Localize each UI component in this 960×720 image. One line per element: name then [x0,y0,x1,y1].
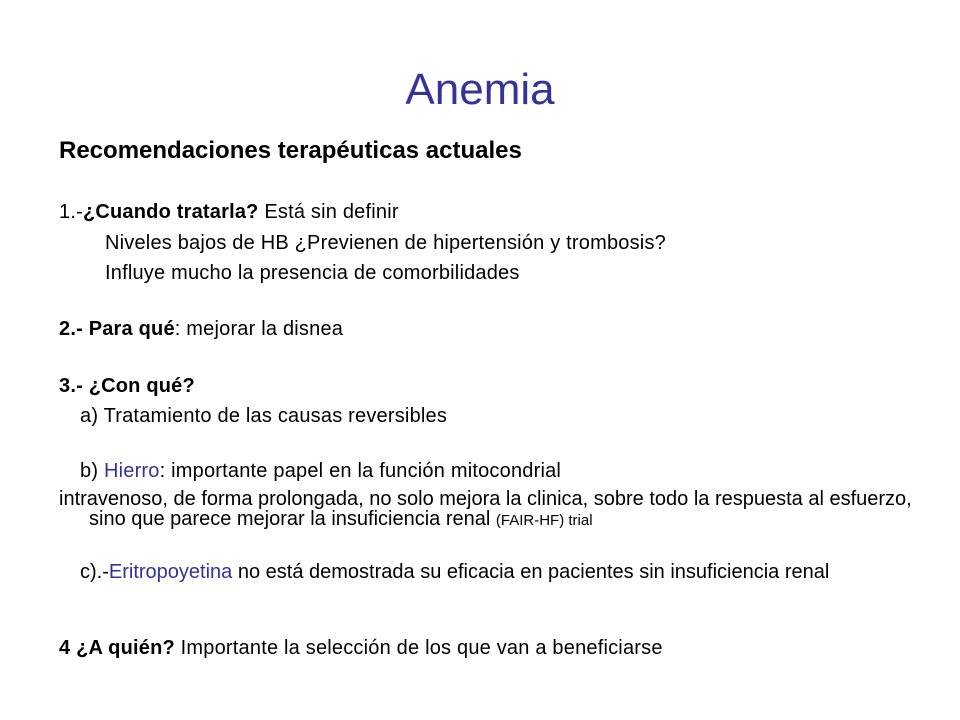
item-3-b-detail-text: intravenoso, de forma prolongada, no solo mejora la clinica, sobre todo la respuesta al esfuerzo, sino que parece mejorar la insuficiencia renal [59,488,912,530]
item-3-c-text: no está demostrada su eficacia en pacientes sin insuficiencia renal [232,561,830,583]
item-1-answer: Está sin definir [258,201,399,223]
item-4-text: Importante la selección de los que van a beneficiarse [174,637,663,659]
item-3-a: a) Tratamiento de las causas reversibles [80,405,448,427]
item-3-label: 3.- ¿Con qué? [59,375,195,397]
item-2-label: 2.- Para qué [59,318,175,340]
item-3-b-detail [59,489,919,531]
item-1-detail-2: Influye mucho la presencia de comorbilidades [105,262,520,284]
item-1-question: ¿Cuando tratarla? [82,201,259,223]
item-1-number: 1.- [59,201,83,223]
item-2-text: : mejorar la disnea [174,318,344,340]
item-3-b-detail-trial: (FAIR-HF) trial [495,512,593,529]
item-3-c-prefix: c).- [80,561,109,583]
item-4-label: 4 ¿A quién? [59,637,175,659]
item-3-b [80,459,561,483]
item-3-b-text: : importante papel en la función mitocondrial [159,460,562,482]
slide-title: Anemia [405,65,555,114]
item-2 [59,317,343,341]
item-3-c [80,562,851,582]
item-3-b-highlight: Hierro [103,460,160,482]
item-3-b-prefix: b) [80,460,104,482]
item-1 [59,200,399,224]
item-3-c-highlight: Eritropoyetina [108,561,233,583]
slide-subtitle: Recomendaciones terapéuticas actuales [59,137,522,164]
item-4 [59,636,663,660]
item-1-detail-1: Niveles bajos de HB ¿Previenen de hipertensión y trombosis? [105,232,666,254]
